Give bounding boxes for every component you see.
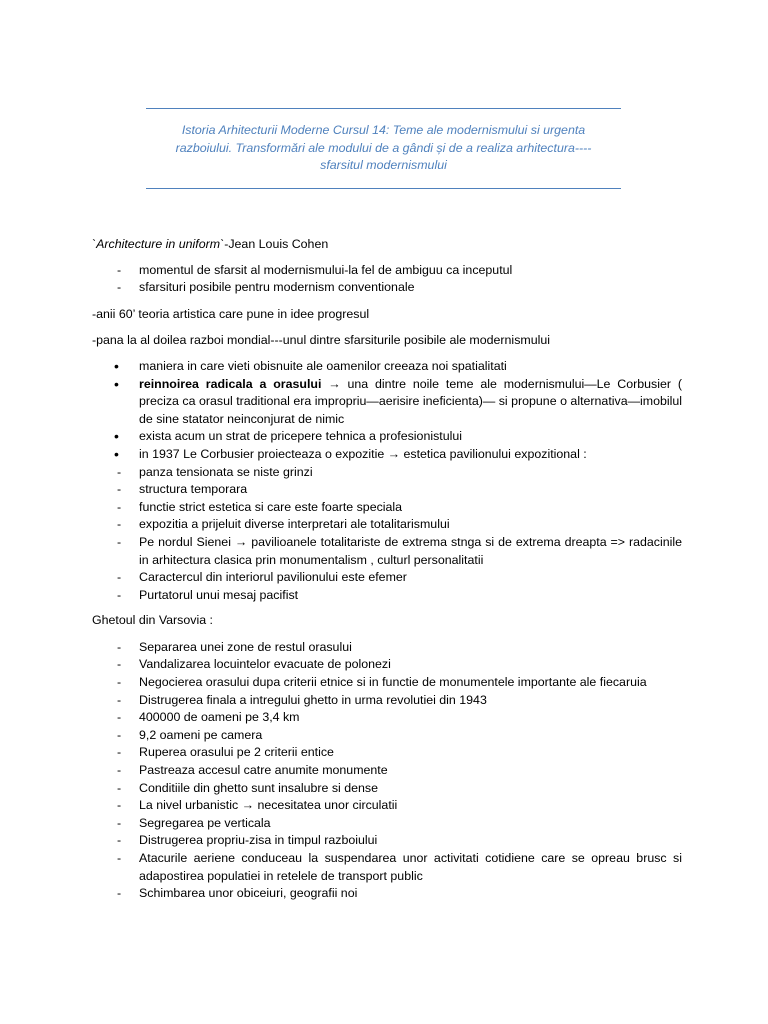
paragraph-ww2: -pana la al doilea razboi mondial---unul dintre sfarsiturile posibile ale modernismului (92, 333, 550, 348)
list-item: - Atacurile aeriene conduceau la suspendarea unor activitati cotidiene care se opreau brusc si adapostirea populatiei in retelele de transport public (117, 851, 682, 883)
list-item: - momentul de sfarsit al modernismului-la fel de ambiguu ca inceputul (117, 262, 513, 277)
list-item: - Caractercul din interiorul pavilionului este efemer (117, 570, 407, 585)
list-item: - Distrugerea finala a intregului ghetto in urma revolutiei din 1943 (117, 692, 487, 707)
list-item: • maniera in care vieti obisnuite ale oamenilor creeaza noi spatialitati (114, 357, 507, 374)
book-author: -Jean Louis Cohen (224, 237, 329, 251)
list-item: - Ruperea orasului pe 2 criterii entice (117, 745, 334, 760)
list-item: - Pastreaza accesul catre anumite monumente (117, 763, 388, 778)
list-item: - Purtatorul unui mesaj pacifist (117, 587, 299, 602)
list-item: - La nivel urbanistic → necesitatea unor circulatii (117, 798, 398, 813)
paragraph-sixties: -anii 60’ teoria artistica care pune in idee progresul (92, 306, 370, 321)
document-title (146, 108, 621, 189)
list-ghetto (92, 639, 682, 903)
list-item: - Pe nordul Sienei → pavilioanele totalitariste de extrema stnga si de extrema dreapta => radacinile in arhitectura clasica prin monumentalism , culturl personalitatii (117, 534, 682, 567)
list-item: - functie strict estetica si care este foarte speciala (117, 499, 403, 514)
list-ending-modernism (92, 262, 682, 297)
list-item: - structura temporara (117, 482, 248, 497)
list-item: • reinnoirea radicala a orasului → una dintre noile teme ale modernismului—Le Corbusier ( preciza ca orasul traditional era impropriu—aerisire ineficienta)— si propune o alternativa—imobilul de sine statator neinconjurat de nimic (114, 375, 682, 426)
list-item: • in 1937 Le Corbusier proiecteaza o expozitie → estetica pavilionului expozitional : (114, 445, 587, 462)
list-item: - 400000 de oameni pe 3,4 km (117, 710, 300, 725)
list-item: - Conditiile din ghetto sunt insalubre si dense (117, 780, 379, 795)
document-body (92, 236, 682, 903)
list-item: - 9,2 oameni pe camera (117, 727, 263, 742)
section-heading-ghetto: Ghetoul din Varsovia : (92, 613, 213, 628)
list-item: - Negocierea orasului dupa criterii etnice si in functie de monumentele importante ale fiecaruia (117, 675, 647, 690)
list-item: - Separarea unei zone de restul orasului (117, 639, 352, 654)
list-item: - panza tensionata se niste grinzi (117, 464, 313, 479)
title-line-1: Istoria Arhitecturii Moderne Cursul 14: Teme ale modernismului si urgenta (181, 123, 586, 137)
list-item: - Schimbarea unor obiceiuri, geografii noi (117, 886, 358, 901)
list-item: - sfarsituri posibile pentru modernism conventionale (117, 280, 415, 295)
list-themes (92, 358, 682, 604)
list-item: - Vandalizarea locuintelor evacuate de polonezi (117, 657, 391, 672)
list-item: • exista acum un strat de pricepere tehnica a profesionistului (114, 428, 463, 445)
book-title: `Architecture in uniform` (92, 237, 225, 251)
bold-phrase: reinnoirea radicala a orasului (139, 376, 322, 391)
list-item: - Segregarea pe verticala (117, 815, 271, 830)
intro-line (92, 236, 682, 254)
list-item: - expozitia a prijeluit diverse interpretari ale totalitarismului (117, 517, 450, 532)
list-item: - Distrugerea propriu-zisa in timpul razboiului (117, 833, 378, 848)
title-line-3: sfarsitul modernismului (320, 158, 447, 172)
title-line-2: razboiului. Transformări ale modului de a gândi și de a realiza arhitectura---- (175, 140, 592, 155)
